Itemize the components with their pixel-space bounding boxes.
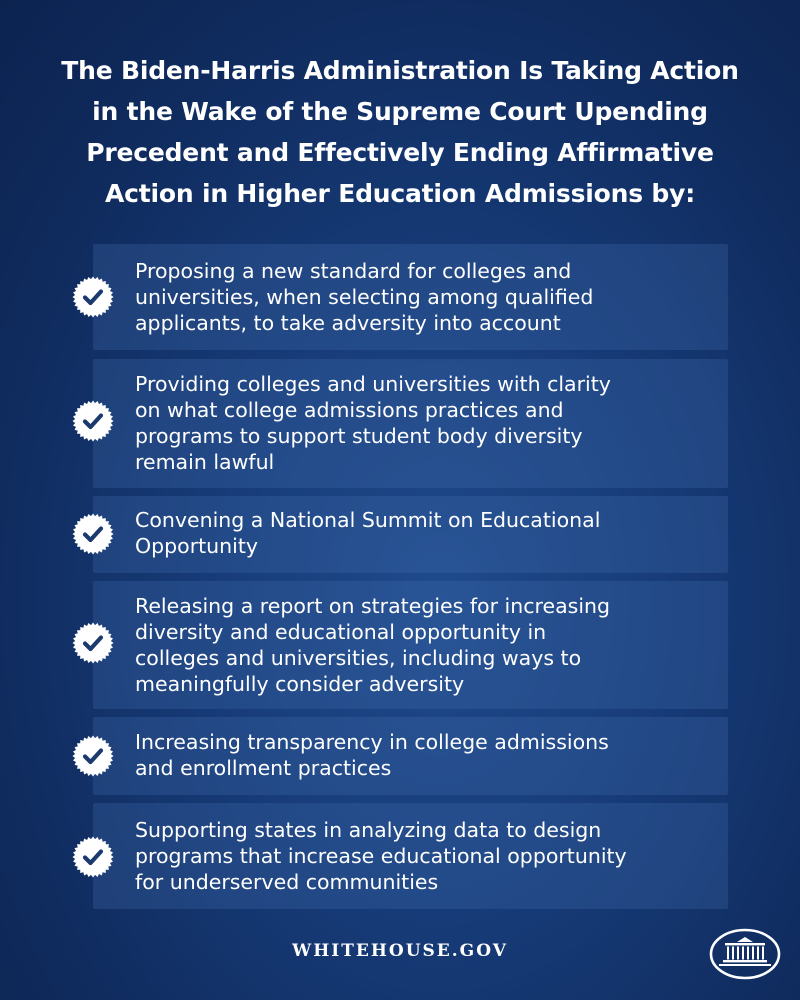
check-badge-icon — [72, 513, 114, 555]
list-item-text: Proposing a new standard for colleges and universities, when selecting among qualified applicants, to take adversity into account — [135, 259, 594, 335]
list-item — [93, 803, 728, 909]
white-house-seal-icon — [709, 928, 781, 980]
list-item-text: Convening a National Summit on Educational Opportunity — [135, 508, 601, 558]
list-item-text: Providing colleges and universities with clarity on what college admissions practices and programs to support student body diversity remain lawful — [135, 372, 611, 474]
page-title: The Biden-Harris Administration Is Taking Action in the Wake of the Supreme Court Upending Precedent and Effectively Ending Affirmative Action in Higher Education Admissions by: — [61, 56, 739, 208]
list-item-text: Releasing a report on strategies for increasing diversity and educational opportunity in colleges and universities, including ways to meaningfully consider adversity — [135, 594, 611, 696]
check-badge-icon — [72, 836, 114, 878]
check-badge-icon — [72, 276, 114, 318]
list-item-text: Supporting states in analyzing data to design programs that increase educational opportunity for underserved communities — [135, 818, 627, 894]
list-item — [93, 717, 728, 795]
list-item — [93, 496, 728, 573]
list-item — [93, 244, 728, 350]
check-badge-icon — [72, 400, 114, 442]
list-item-text: Increasing transparency in college admissions and enrollment practices — [135, 730, 609, 780]
check-badge-icon — [72, 622, 114, 664]
check-badge-icon — [72, 735, 114, 777]
site-url: WHITEHOUSE.GOV — [292, 941, 508, 961]
list-item — [93, 581, 728, 709]
list-item — [93, 359, 728, 488]
